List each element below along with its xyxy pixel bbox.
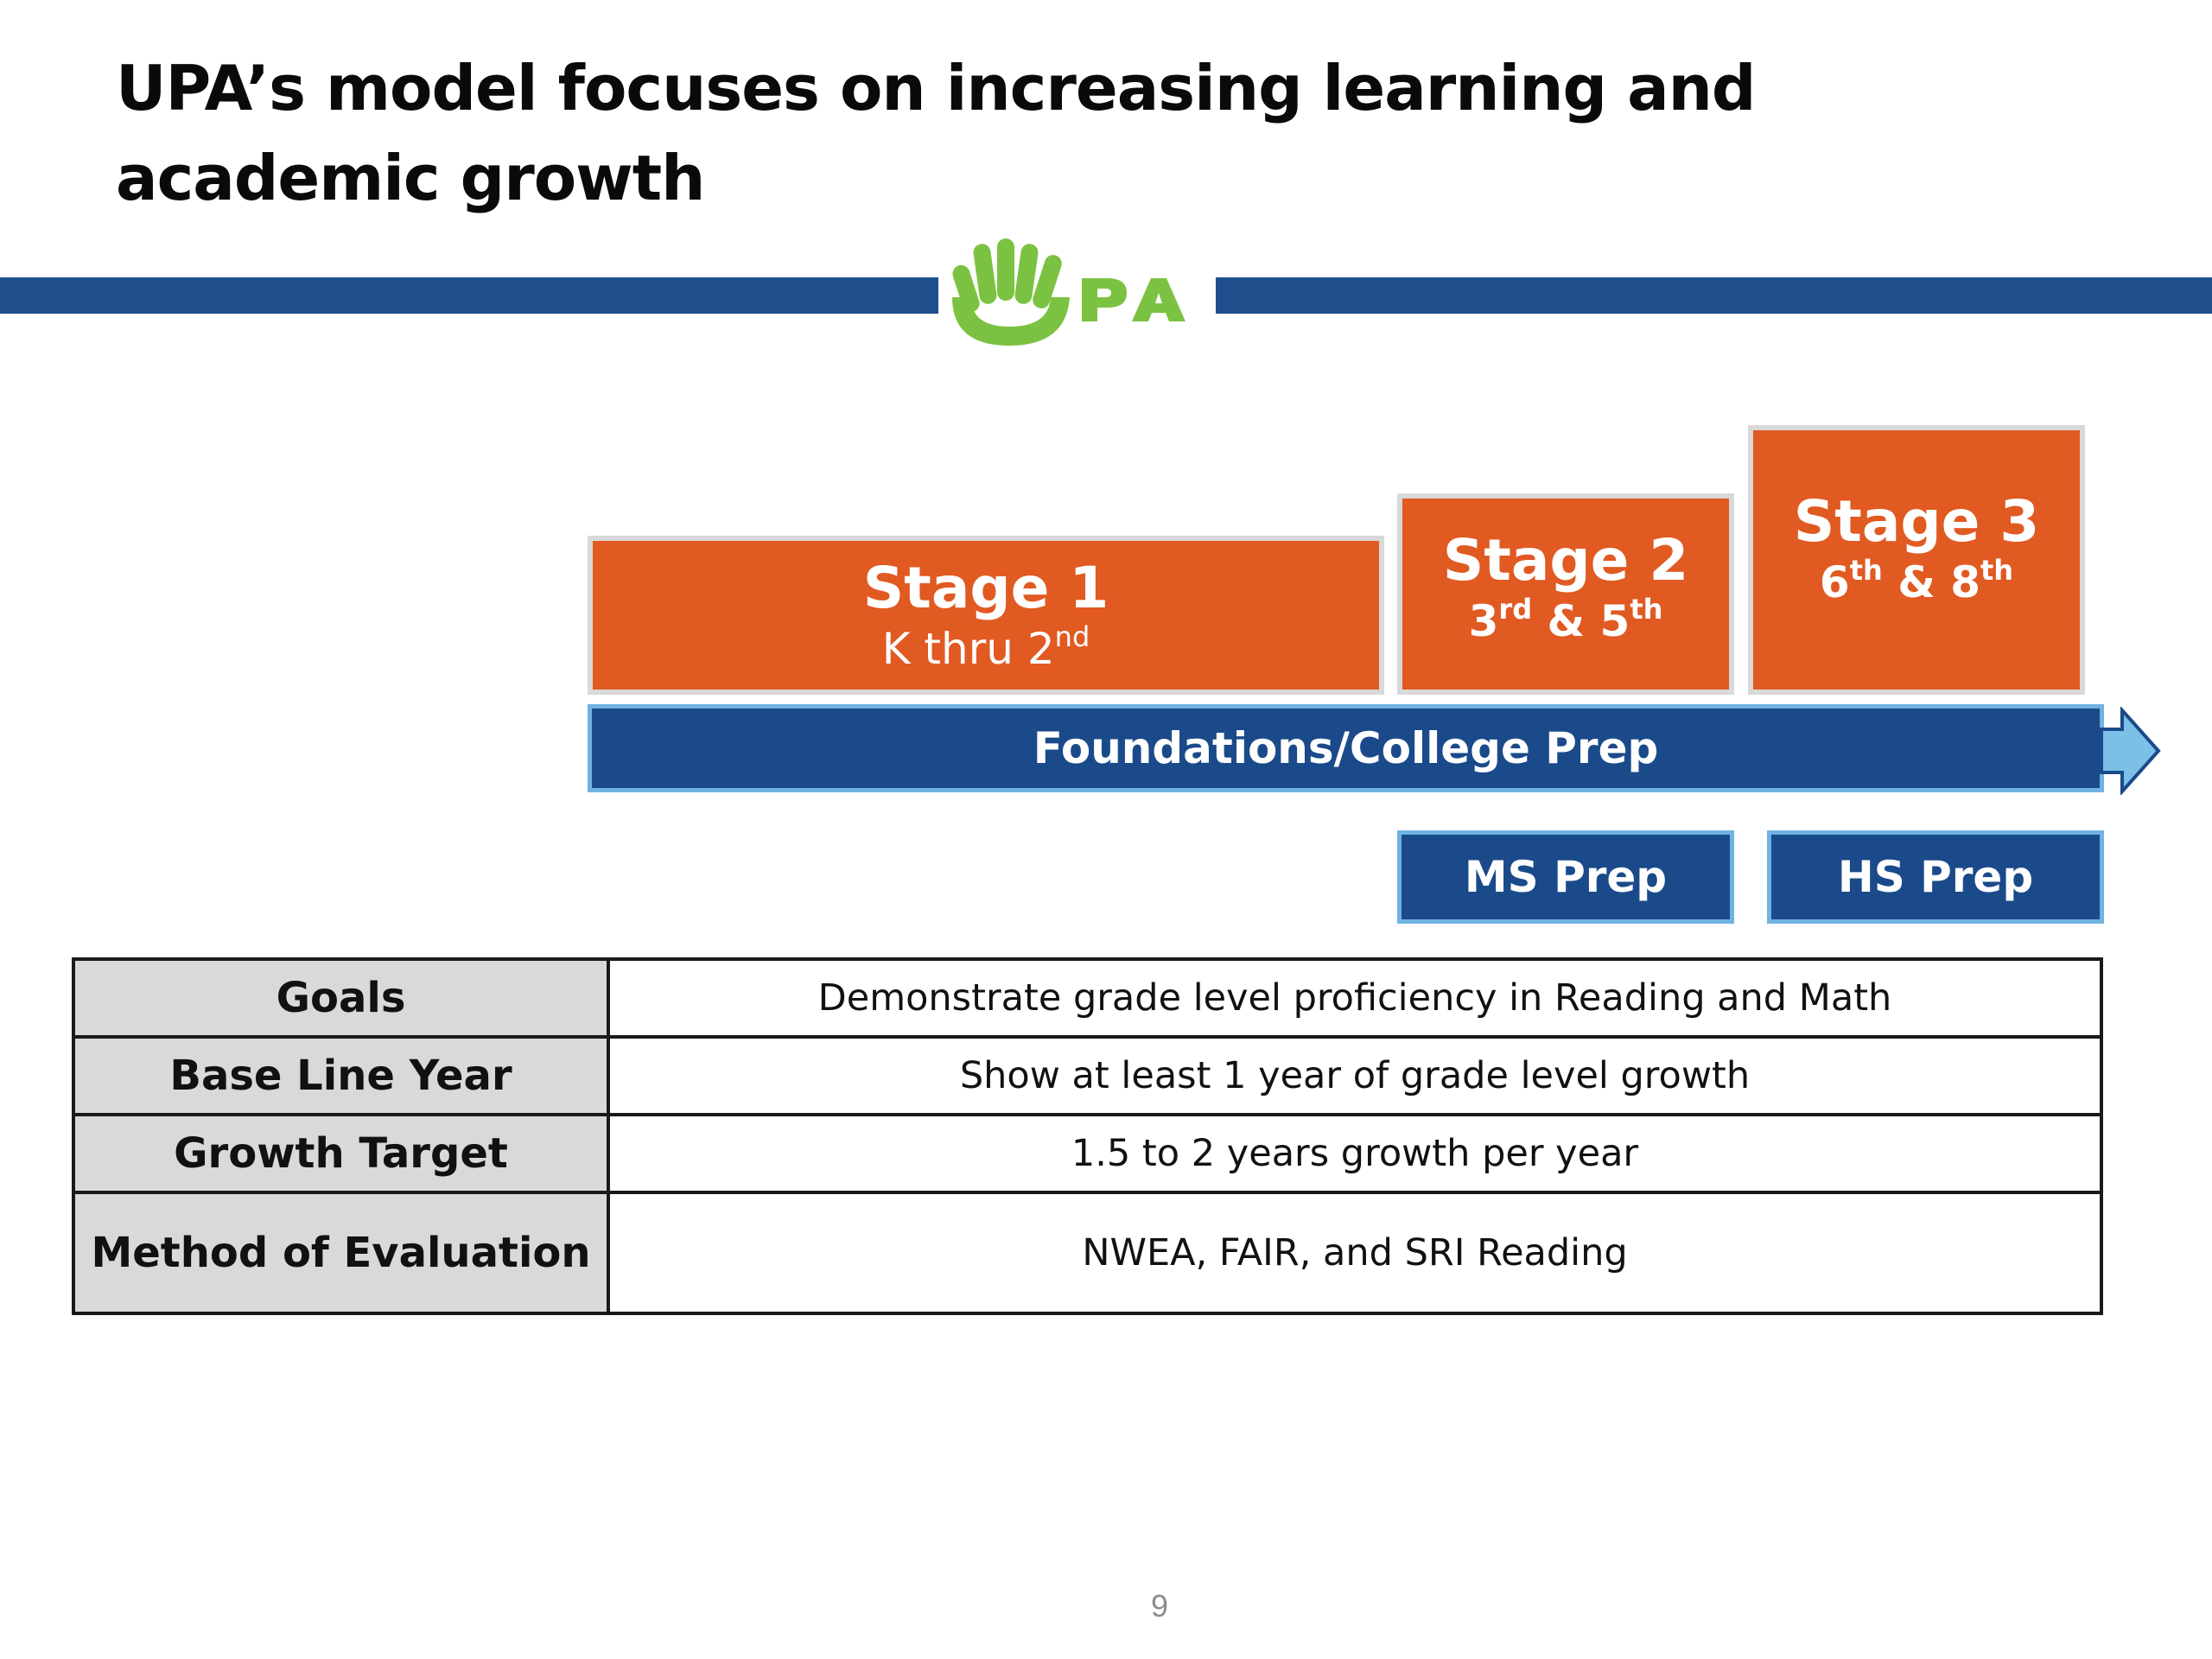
stage-3-grades: 6th & 8th xyxy=(1819,554,2014,607)
stage-2-box xyxy=(1397,493,1734,695)
row-value: NWEA, FAIR, and SRI Reading xyxy=(608,1192,2101,1313)
table-row xyxy=(73,1192,2101,1313)
stage-1-box xyxy=(588,536,1384,695)
row-value: Demonstrate grade level proficiency in Reading and Math xyxy=(608,959,2101,1037)
row-value: 1.5 to 2 years growth per year xyxy=(608,1115,2101,1192)
row-value: Show at least 1 year of grade level growth xyxy=(608,1037,2101,1115)
row-label: Goals xyxy=(73,959,608,1037)
stage-2-title: Stage 2 xyxy=(1442,527,1689,594)
arrow-right-icon xyxy=(2100,707,2162,795)
stage-1-grades: K thru 2nd xyxy=(881,620,1090,674)
header-band-left xyxy=(0,277,938,314)
ms-prep-box: MS Prep xyxy=(1397,830,1734,924)
table-row xyxy=(73,1037,2101,1115)
stage-3-box xyxy=(1748,425,2085,695)
header-band-right xyxy=(1216,277,2212,314)
foundations-bar: Foundations/College Prep xyxy=(588,704,2104,792)
goals-table xyxy=(72,957,2103,1315)
hs-prep-box: HS Prep xyxy=(1767,830,2104,924)
stage-1-title: Stage 1 xyxy=(862,555,1109,621)
table-row xyxy=(73,959,2101,1037)
table-row xyxy=(73,1115,2101,1192)
row-label: Growth Target xyxy=(73,1115,608,1192)
row-label: Method of Evaluation xyxy=(73,1192,608,1313)
page-number: 9 xyxy=(1150,1588,1169,1624)
stage-3-title: Stage 3 xyxy=(1793,488,2040,555)
row-label: Base Line Year xyxy=(73,1037,608,1115)
stage-2-grades: 3rd & 5th xyxy=(1468,593,1663,646)
slide-title: UPA’s model focuses on increasing learning and academic growth xyxy=(116,52,1756,214)
upa-logo xyxy=(940,214,1213,353)
